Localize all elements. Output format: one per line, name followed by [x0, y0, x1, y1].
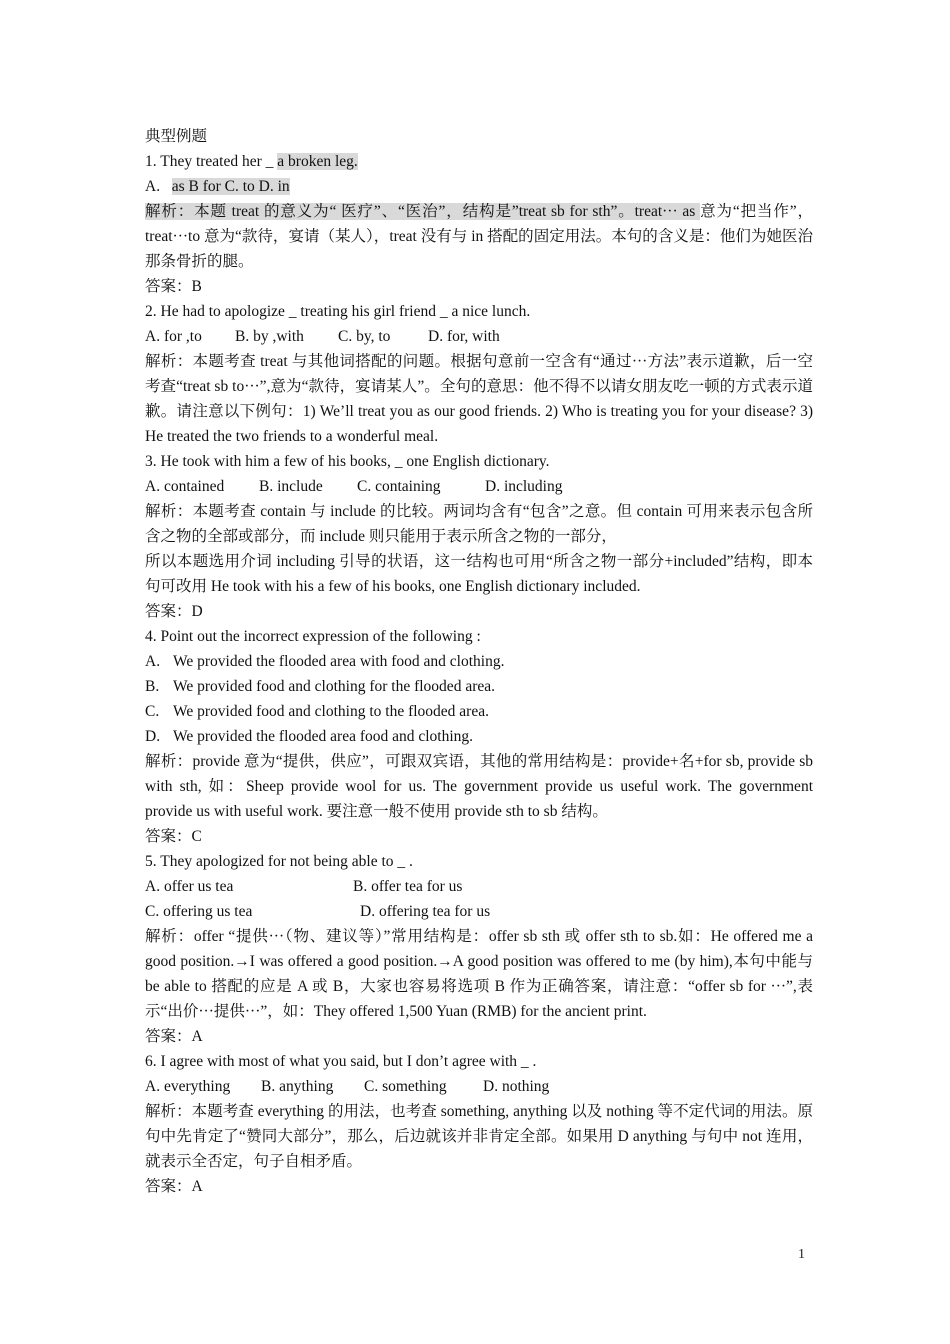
question-3-analysis-part-2: 所以本题选用介词 including 引导的状语，这一结构也可用“所含之物一部分+included”结构，即本句可改用 He took with his a few of his books, one English dictionary included. — [145, 553, 813, 595]
option-b: B. include — [259, 478, 323, 495]
question-1-options: A. as B for C. to D. in — [145, 178, 290, 195]
question-2-stem: 2. He had to apologize _ treating his girl friend _ a nice lunch. — [145, 303, 531, 320]
question-2-analysis: 解析：本题考查 treat 与其他词搭配的问题。根据句意前一空含有“通过···方法”表示道歉，后一空考查“treat sb to···”,意为“款待，宴请某人”。全句的意思：他不得不以请女朋友吃一顿的方式表示道歉。请注意以下例句：1) We’ll treat you as our good friends. 2) Who is treating you for your disease? 3) He treated the two friends to a wonderful meal. — [145, 353, 813, 445]
question-5-stem: 5. They apologized for not being able to _ . — [145, 853, 413, 870]
option-d: D. including — [485, 478, 563, 495]
question-5-answer: 答案：A — [145, 1028, 203, 1045]
question-3-answer: 答案：D — [145, 603, 203, 620]
highlighted-text: as B for C. to D. in — [171, 178, 290, 195]
question-1-stem: 1. They treated her _ a broken leg. — [145, 153, 358, 170]
option-c: C. by, to — [338, 328, 391, 345]
question-2-options — [145, 324, 813, 349]
question-6-options — [145, 1074, 813, 1099]
option-b: B. We provided food and clothing for the flooded area. — [145, 678, 495, 695]
page-number: 1 — [798, 1247, 805, 1262]
highlighted-text: a broken leg. — [277, 153, 358, 170]
option-b: B. anything — [261, 1078, 334, 1095]
question-1-analysis: 解析：本题 treat 的意义为“ 医疗”、“医治”，结构是”treat sb for sth”。treat··· as 意为“把当作”，treat···to 意为“款待，宴请（某人），treat 没有与 in 搭配的固定用法。本句的含义是：他们为她医治那条骨折的腿。 — [145, 203, 813, 270]
option-a: A. everything — [145, 1078, 231, 1095]
option-c: C. containing — [357, 478, 441, 495]
question-4-answer: 答案：C — [145, 828, 202, 845]
option-d: D. for, with — [428, 328, 500, 345]
question-4-analysis: 解析：provide 意为“提供，供应”，可跟双宾语，其他的常用结构是：provide+名+for sb, provide sb with sth, 如：Sheep provide wool for us. The government provide us useful work. The government provide us with useful work. 要注意一般不使用 provide sth to sb 结构。 — [145, 753, 813, 820]
option-a: A. contained — [145, 478, 225, 495]
option-d: D. We provided the flooded area food and clothing. — [145, 728, 474, 745]
option-b: B. offer tea for us — [353, 878, 463, 895]
question-6-analysis: 解析：本题考查 everything 的用法，也考查 something, anything 以及 nothing 等不定代词的用法。原句中先肯定了“赞同大部分”，那么，后边就该并非肯定全部。如果用 D anything 与句中 not 连用，就表示全否定，句子自相矛盾。 — [145, 1103, 813, 1170]
option-a: A. We provided the flooded area with food and clothing. — [145, 653, 505, 670]
question-5-options-row-1 — [145, 874, 813, 899]
option-c: C. something — [364, 1078, 447, 1095]
option-c: C. offering us tea — [145, 903, 253, 920]
question-3-analysis-part-1: 解析：本题考查 contain 与 include 的比较。两词均含有“包含”之意。但 contain 可用来表示包含所含之物的全部或部分，而 include 则只能用于表示所含之物的一部分， — [145, 503, 813, 545]
question-5-options-row-2 — [145, 899, 813, 924]
document-body — [145, 124, 813, 1199]
question-3-stem: 3. He took with him a few of his books, _ one English dictionary. — [145, 453, 550, 470]
highlighted-text: 解析：本题 treat 的意义为“ 医疗”、“医治”，结构是”treat sb for sth”。treat··· as — [145, 203, 701, 220]
option-a: A. for ,to — [145, 328, 202, 345]
question-6-answer: 答案：A — [145, 1178, 203, 1195]
question-4-stem: 4. Point out the incorrect expression of the following : — [145, 628, 481, 645]
option-c: C. We provided food and clothing to the flooded area. — [145, 703, 489, 720]
question-5-analysis: 解析：offer “提供···（物、建议等）”常用结构是：offer sb sth 或 offer sth to sb.如：He offered me a good position.→I was offered a good position.→A good position was offered to me (by him),本句中能与 be able to 搭配的应是 A 或 B，大家也容易将选项 B 作为正确答案，请注意：“offer sb for ···”,表示“出价···提供···”，如：They offered 1,500 Yuan (RMB) for the ancient print. — [145, 928, 813, 1020]
question-6-stem: 6. I agree with most of what you said, but I don’t agree with _ . — [145, 1053, 537, 1070]
option-d: D. offering tea for us — [360, 903, 491, 920]
question-1-answer: 答案：B — [145, 278, 202, 295]
option-a: A. offer us tea — [145, 878, 234, 895]
option-b: B. by ,with — [235, 328, 304, 345]
option-d: D. nothing — [483, 1078, 550, 1095]
section-heading: 典型例题 — [145, 128, 208, 145]
question-3-options — [145, 474, 813, 499]
